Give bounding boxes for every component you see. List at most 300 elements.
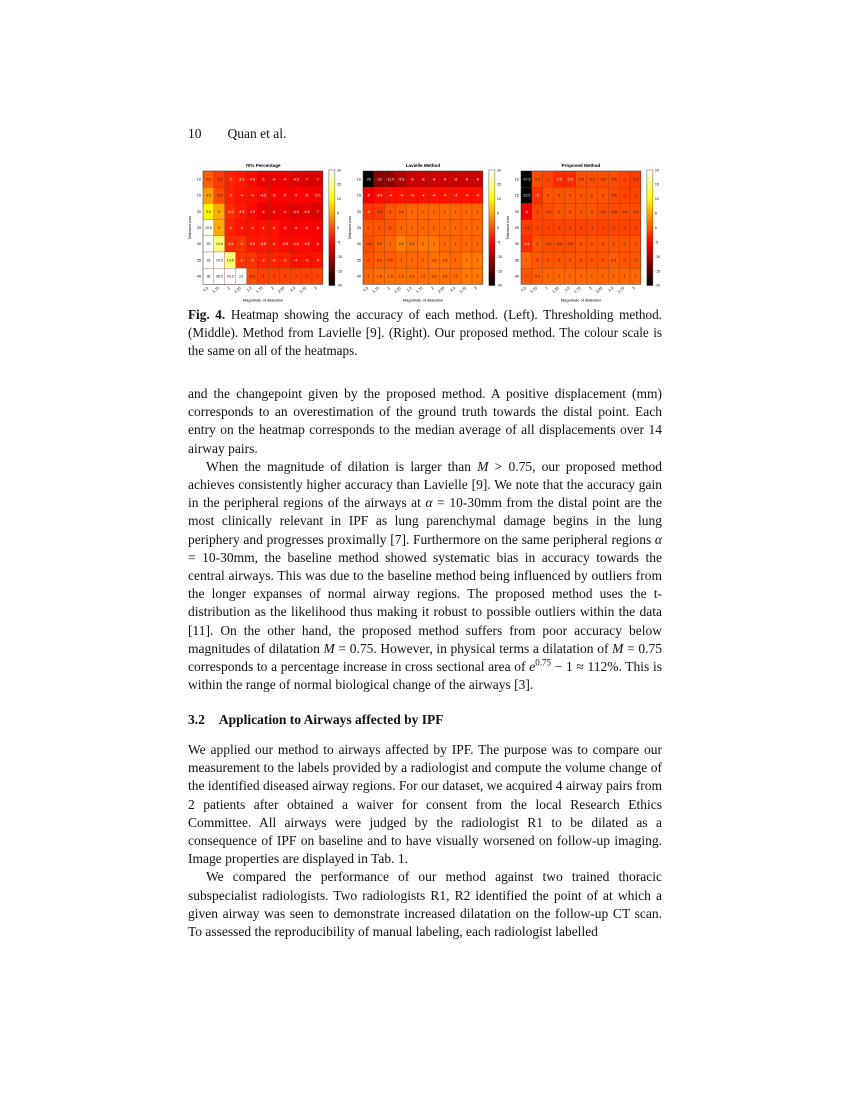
cell-value-label: -0.5 — [599, 177, 606, 182]
colorbar-segment — [647, 255, 653, 257]
colorbar-segment — [647, 176, 653, 178]
colorbar-tick-label: 15 — [654, 182, 659, 187]
colorbar-segment — [329, 197, 335, 199]
cell-value-label: -1 — [622, 193, 627, 198]
y-axis-label: Distance mm — [505, 216, 510, 240]
colorbar-segment — [329, 191, 335, 193]
colorbar-segment — [329, 257, 335, 259]
colorbar-segment — [647, 224, 653, 226]
cell-value-label: -2 — [366, 209, 371, 214]
cell-value-label: 1.5 — [409, 242, 415, 247]
colorbar-segment — [489, 270, 495, 272]
x-tick-label: 1.75 — [573, 286, 582, 294]
cell-value-label: -2 — [250, 258, 254, 263]
colorbar-segment — [647, 274, 653, 276]
cell-value-label: 2 — [476, 258, 479, 263]
cell-value-label: -0.5 — [556, 242, 563, 247]
colorbar-segment — [647, 216, 653, 218]
caption-label: Fig. 4. — [188, 307, 226, 322]
colorbar-segment — [329, 280, 335, 282]
colorbar-segment — [647, 251, 653, 253]
colorbar-segment — [329, 272, 335, 274]
cell-value-label: -6 — [283, 209, 287, 214]
colorbar-segment — [489, 249, 495, 251]
figure-heatmaps — [185, 158, 670, 303]
cell-value-label: -4 — [250, 226, 254, 230]
cell-value-label: 1 — [400, 226, 403, 230]
colorbar-segment — [647, 278, 653, 280]
cell-value-label: -0.5 — [365, 242, 372, 247]
cell-value-label: 0.5 — [398, 209, 404, 214]
cell-value-label: -0.5 — [566, 242, 574, 247]
colorbar-segment — [489, 230, 495, 232]
cell-value-label: -1 — [557, 226, 561, 230]
cell-value-label: -4 — [239, 193, 243, 198]
colorbar-segment — [489, 180, 495, 182]
colorbar-segment — [489, 205, 495, 207]
cell-value-label: 1 — [443, 242, 446, 247]
cell-value-label: -4 — [315, 258, 320, 263]
colorbar-segment — [489, 241, 495, 243]
cell-value-label: 1 — [454, 226, 457, 230]
cell-value-label: -4 — [272, 226, 276, 230]
cell-value-label: 0.5 — [611, 258, 617, 263]
colorbar-segment — [489, 247, 495, 249]
cell-value-label: -2.5 — [227, 242, 234, 247]
colorbar-segment — [647, 210, 653, 212]
colorbar-segment — [489, 255, 495, 257]
colorbar-segment — [489, 222, 495, 224]
colorbar-segment — [647, 282, 653, 284]
colorbar-segment — [647, 222, 653, 224]
cell-value-label: -1 — [546, 177, 550, 182]
cell-value-label: 1 — [443, 226, 446, 230]
x-tick-label: 2.75 — [458, 286, 468, 294]
cell-value-label: 1.5 — [387, 274, 393, 279]
colorbar-segment — [489, 183, 495, 185]
colorbar-segment — [647, 197, 653, 199]
cell-value-label: 1.5 — [398, 274, 404, 279]
colorbar-tick-label: 0 — [496, 226, 499, 230]
colorbar-segment — [647, 276, 653, 278]
colorbar-segment — [329, 180, 335, 182]
math-symbol: M — [612, 640, 624, 656]
colorbar-tick-label: -10 — [336, 254, 343, 259]
y-tick-label: 30 — [514, 242, 519, 247]
colorbar-segment — [489, 278, 495, 280]
colorbar-segment — [489, 199, 495, 201]
colorbar-segment — [489, 185, 495, 187]
cell-value-label: 0 — [623, 242, 626, 247]
cell-value-label: -6 — [524, 209, 529, 214]
colorbar-segment — [329, 251, 335, 253]
y-tick-label: 20 — [196, 209, 201, 214]
cell-value-label: 0 — [601, 258, 604, 263]
cell-value-label: 1 — [612, 274, 615, 279]
colorbar-segment — [329, 214, 335, 216]
colorbar-tick-label: 0 — [336, 226, 339, 230]
y-axis-label: Distance mm — [187, 216, 192, 240]
cell-value-label: 1 — [432, 209, 435, 214]
cell-value-label: 1 — [465, 209, 468, 214]
cell-value-label: -4 — [464, 193, 469, 198]
x-tick-label: 2.5 — [607, 286, 615, 293]
cell-value-label: -2.5 — [556, 177, 563, 182]
colorbar-segment — [329, 195, 335, 197]
colorbar-segment — [489, 207, 495, 209]
text-run: = 0.75. However, in physical terms a dilatation of — [334, 640, 613, 656]
colorbar-segment — [489, 191, 495, 193]
cell-value-label: -4 — [388, 193, 392, 198]
colorbar-segment — [647, 214, 653, 216]
cell-value-label: -1 — [622, 226, 627, 230]
cell-value-label: 1 — [421, 209, 424, 214]
cell-value-label: 1 — [569, 274, 572, 279]
colorbar-segment — [329, 187, 335, 189]
colorbar-segment — [647, 241, 653, 243]
x-tick-label: 3 — [631, 286, 637, 291]
cell-value-label: 24.5 — [215, 258, 223, 263]
colorbar-segment — [329, 201, 335, 203]
cell-value-label: -0.5 — [610, 209, 617, 214]
cell-value-label: 1.5 — [409, 274, 415, 279]
colorbar-segment — [329, 208, 335, 210]
colorbar-segment — [329, 193, 335, 195]
x-tick-label: 1 — [386, 286, 391, 291]
cell-value-label: -5 — [294, 226, 298, 230]
colorbar-segment — [647, 258, 653, 260]
cell-value-label: -2.5 — [566, 177, 574, 182]
colorbar-tick-label: 5 — [654, 211, 657, 216]
y-tick-label: 15 — [514, 193, 519, 198]
cell-value-label: 1 — [367, 274, 370, 279]
cell-value-label: 19.5 — [204, 226, 212, 230]
cell-value-label: 0 — [590, 242, 593, 247]
colorbar-tick-label: 5 — [336, 211, 339, 216]
x-tick-label: 1.25 — [233, 286, 242, 294]
colorbar-segment — [489, 174, 495, 176]
colorbar-segment — [329, 266, 335, 268]
colorbar-tick-label: -5 — [336, 240, 341, 245]
colorbar-segment — [647, 262, 653, 264]
text-run: − 1 ≈ 112%. This is within the range of normal biological change of the airways [3]. — [188, 659, 662, 693]
colorbar-segment — [647, 270, 653, 272]
cell-value-label: -7 — [304, 177, 309, 182]
colorbar-segment — [647, 230, 653, 232]
text-run: = 10-30mm from the distal point are the most clinically relevant in IPF as lung parenchymal damage begins in the lung periphery and progresses proximally [7]. Furthermore on the same peripheral regions — [188, 495, 662, 547]
colorbar-segment — [329, 230, 335, 232]
x-tick-label: 1.5 — [246, 286, 253, 293]
x-tick-label: 1 — [226, 286, 231, 291]
body-section-results — [188, 385, 662, 694]
cell-value-label: 0 — [389, 226, 392, 230]
colorbar-segment — [489, 210, 495, 212]
cell-value-label: 0 — [590, 258, 593, 263]
colorbar-segment — [489, 239, 495, 241]
colorbar-segment — [489, 216, 495, 218]
cell-value-label: 0 — [590, 209, 593, 214]
cell-value-label: 0 — [389, 209, 392, 214]
cell-value-label: 1 — [601, 274, 604, 279]
figure-caption — [188, 306, 662, 360]
cell-value-label: 0 — [590, 193, 593, 198]
colorbar-segment — [647, 180, 653, 182]
cell-value-label: 0 — [623, 258, 626, 263]
colorbar-segment — [489, 189, 495, 191]
colorbar-segment — [489, 170, 495, 172]
cell-value-label: 0.5 — [205, 177, 211, 182]
colorbar-segment — [329, 203, 335, 205]
cell-value-label: -6 — [261, 209, 265, 214]
colorbar-tick-label: -10 — [496, 254, 503, 259]
colorbar-segment — [489, 178, 495, 180]
x-axis-label: Magnitude of dilatation — [242, 297, 284, 303]
cell-value-label: -8 — [464, 177, 469, 182]
colorbar-segment — [329, 220, 335, 222]
y-tick-label: 30 — [196, 242, 201, 247]
cell-value-label: -2 — [535, 193, 539, 198]
cell-value-label: 0 — [569, 209, 572, 214]
cell-value-label: -4 — [250, 193, 254, 198]
cell-value-label: 1.5 — [431, 274, 437, 279]
x-tick-label: 3 — [313, 286, 319, 291]
cell-value-label: -5 — [272, 193, 276, 198]
cell-value-label: 1 — [411, 209, 414, 214]
x-tick-label: 2.25 — [595, 286, 604, 294]
x-axis-label: Magnitude of dilatation — [402, 297, 444, 303]
x-tick-label: 3 — [473, 286, 479, 291]
cell-value-label: 1 — [558, 274, 561, 279]
x-tick-label: 2 — [270, 286, 275, 291]
cell-value-label: 1 — [465, 226, 468, 230]
colorbar-segment — [489, 212, 495, 214]
colorbar-segment — [647, 212, 653, 214]
colorbar-segment — [489, 262, 495, 264]
cell-value-label: 1 — [421, 226, 424, 230]
cell-value-label: 38 — [206, 274, 211, 279]
colorbar-segment — [329, 232, 335, 234]
cell-value-label: -4.5 — [259, 193, 267, 198]
cell-value-label: -5 — [294, 193, 298, 198]
cell-value-label: -4 — [294, 258, 298, 263]
cell-value-label: 0 — [536, 258, 539, 263]
y-tick-label: 40 — [514, 274, 519, 279]
colorbar-tick-label: 5 — [496, 211, 499, 216]
cell-value-label: 36.5 — [215, 274, 223, 279]
cell-value-label: -4 — [432, 193, 436, 198]
colorbar-segment — [329, 226, 335, 228]
colorbar-segment — [647, 201, 653, 203]
colorbar-segment — [647, 247, 653, 249]
cell-value-label: -1 — [568, 226, 572, 230]
colorbar-segment — [329, 274, 335, 276]
cell-value-label: 1 — [476, 226, 479, 230]
y-tick-label: 15 — [356, 193, 361, 198]
running-authors: Quan et al. — [227, 126, 287, 141]
text-run: We applied our method to airways affected by IPF. The purpose was to compare our measurement to the labels provided by a radiologist and compute the volume change of the identified diseased airway regions. For our dataset, we acquired 4 airway pairs from 2 patients after obtained a waiver for consent from the local Research Ethics Committee. All airways were judged by the radiologist R1 to be dilated as a consequence of IPF on baseline and to have visually worsened on follow-up imaging. Image properties are displayed in Tab. 1. — [188, 742, 662, 867]
x-tick-label: 1.5 — [406, 286, 413, 293]
cell-value-label: 1.5 — [442, 274, 448, 279]
cell-value-label: 1.5 — [453, 274, 459, 279]
cell-value-label: -3 — [228, 177, 232, 182]
colorbar-segment — [329, 264, 335, 266]
colorbar-segment — [489, 214, 495, 216]
colorbar-segment — [329, 253, 335, 255]
colorbar-segment — [647, 268, 653, 270]
colorbar-tick-label: -10 — [654, 254, 661, 259]
colorbar-segment — [489, 264, 495, 266]
colorbar-tick-label: -20 — [496, 283, 503, 288]
cell-value-label: -12 — [376, 177, 382, 182]
cell-value-label: -4 — [304, 258, 309, 263]
colorbar-segment — [489, 282, 495, 284]
colorbar-segment — [329, 207, 335, 209]
cell-value-label: -0.5 — [588, 177, 595, 182]
cell-value-label: 1 — [579, 274, 582, 279]
colorbar-segment — [489, 260, 495, 262]
cell-value-label: -3.5 — [238, 209, 245, 214]
section-heading — [188, 712, 443, 728]
y-tick-label: 30 — [356, 242, 361, 247]
math-symbol: α — [654, 531, 662, 547]
y-tick-label: 20 — [514, 209, 519, 214]
colorbar-segment — [329, 282, 335, 284]
cell-value-label: 1.5 — [442, 258, 448, 263]
cell-value-label: -8 — [475, 177, 480, 182]
cell-value-label: 0 — [579, 242, 582, 247]
colorbar-segment — [647, 264, 653, 266]
y-tick-label: 35 — [514, 258, 519, 263]
colorbar-segment — [647, 182, 653, 184]
cell-value-label: -1 — [283, 274, 287, 279]
colorbar-segment — [329, 178, 335, 180]
cell-value-label: 2 — [421, 242, 424, 247]
colorbar-tick-label: 15 — [496, 182, 501, 187]
heatmap-proposed — [503, 158, 665, 303]
heatmap-title: Lavielle Method — [405, 163, 441, 168]
cell-value-label: -6.5 — [292, 209, 299, 214]
cell-value-label: 1 — [465, 242, 468, 247]
cell-value-label: 33 — [206, 258, 211, 263]
cell-value-label: 1 — [623, 274, 626, 279]
colorbar-segment — [329, 224, 335, 226]
cell-value-label: 1 — [547, 274, 550, 279]
cell-value-label: -1.5 — [632, 177, 639, 182]
colorbar-segment — [489, 233, 495, 235]
y-tick-label: 15 — [196, 193, 201, 198]
cell-value-label: 2.5 — [398, 242, 404, 247]
y-tick-label: 10 — [196, 177, 201, 182]
cell-value-label: 1 — [411, 226, 414, 230]
y-tick-label: 25 — [196, 226, 201, 230]
colorbar-segment — [489, 251, 495, 253]
colorbar-segment — [647, 232, 653, 234]
cell-value-label: -23.5 — [522, 193, 531, 198]
colorbar-segment — [329, 258, 335, 260]
cell-value-label: 29 — [206, 242, 211, 247]
colorbar-segment — [329, 205, 335, 207]
text-run: We compared the performance of our method against two trained thoracic subspecialist radiologists. Two radiologists R1, R2 identified the point of at which a given airway was seen to demonstrate increased dilatation on the follow-up CT scan. To assessed the reproducibility of manual labeling, each radiologist labelled — [188, 869, 662, 940]
colorbar-segment — [647, 243, 653, 245]
paragraph — [188, 458, 662, 695]
running-header — [188, 126, 312, 142]
cell-value-label: -4 — [272, 242, 276, 247]
colorbar-segment — [647, 260, 653, 262]
colorbar-segment — [329, 189, 335, 191]
cell-value-label: -1 — [304, 274, 309, 279]
cell-value-label: -4.5 — [248, 209, 256, 214]
cell-value-label: -1 — [633, 193, 638, 198]
colorbar-segment — [647, 233, 653, 235]
cell-value-label: 4.5 — [205, 193, 211, 198]
paragraph — [188, 385, 662, 458]
colorbar-segment — [489, 228, 495, 230]
cell-value-label: -0.5 — [545, 242, 552, 247]
cell-value-label: -6.5 — [303, 209, 310, 214]
colorbar-segment — [489, 232, 495, 234]
colorbar-tick-label: -15 — [496, 269, 503, 274]
colorbar-segment — [329, 243, 335, 245]
colorbar-segment — [489, 176, 495, 178]
x-axis-label: Magnitude of dilatation — [560, 297, 602, 303]
cell-value-label: 1 — [634, 274, 637, 279]
text-run: > 0.75, our proposed method achieves consistently higher accuracy than Lavielle [9]. We note that the accuracy gain in the peripheral regions of the airways at — [188, 458, 662, 511]
cell-value-label: -8 — [432, 177, 436, 182]
cell-value-label: -0.5 — [577, 177, 585, 182]
colorbar-segment — [647, 185, 653, 187]
colorbar-segment — [329, 270, 335, 272]
cell-value-label: 0.5 — [534, 274, 540, 279]
colorbar-segment — [329, 239, 335, 241]
y-tick-label: 25 — [514, 226, 519, 230]
cell-value-label: -1 — [535, 226, 539, 230]
cell-value-label: -2 — [239, 242, 243, 247]
cell-value-label: 0 — [569, 258, 572, 263]
cell-value-label: -1.5 — [376, 209, 383, 214]
colorbar-segment — [489, 208, 495, 210]
colorbar-segment — [489, 272, 495, 274]
colorbar-segment — [489, 193, 495, 195]
cell-value-label: -6 — [272, 177, 276, 182]
cell-value-label: -6 — [272, 209, 276, 214]
cell-value-label: 1 — [454, 209, 457, 214]
cell-value-label: 0 — [525, 274, 528, 279]
colorbar-segment — [329, 170, 335, 172]
colorbar-tick-label: -15 — [336, 269, 343, 274]
colorbar-segment — [489, 280, 495, 282]
cell-value-label: -3 — [261, 258, 265, 263]
cell-value-label: 1 — [411, 258, 414, 263]
colorbar-segment — [647, 280, 653, 282]
colorbar-segment — [647, 178, 653, 180]
cell-value-label: -1.5 — [523, 226, 530, 230]
cell-value-label: 2 — [465, 274, 468, 279]
page-number: 10 — [188, 126, 202, 141]
colorbar-segment — [647, 199, 653, 201]
cell-value-label: -4 — [261, 226, 265, 230]
colorbar-tick-label: -15 — [654, 269, 661, 274]
cell-value-label: -0.5 — [216, 193, 223, 198]
colorbar-segment — [329, 218, 335, 220]
colorbar-segment — [647, 189, 653, 191]
cell-value-label: -5 — [315, 226, 320, 230]
cell-value-label: 2 — [432, 242, 435, 247]
colorbar-segment — [489, 203, 495, 205]
colorbar-segment — [647, 253, 653, 255]
cell-value-label: -0.5 — [534, 177, 541, 182]
cell-value-label: -0.5 — [545, 209, 552, 214]
cell-value-label: -5.5 — [314, 193, 321, 198]
